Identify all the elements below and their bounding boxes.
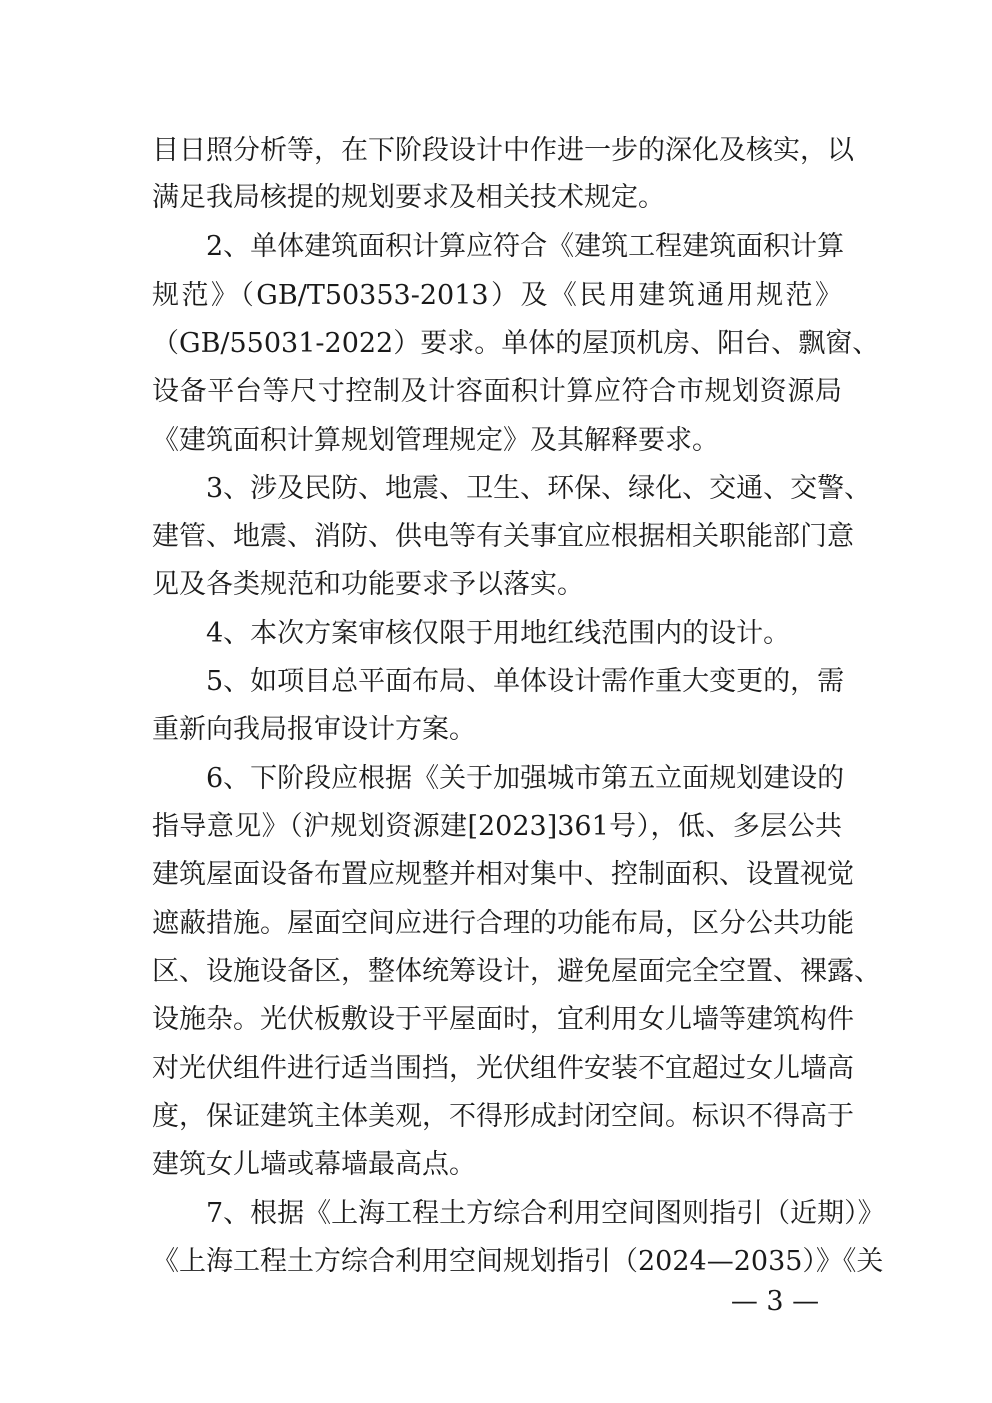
text-line-8: 3、涉及民防、地震、卫生、环保、绿化、交通、交警、 [206, 473, 872, 504]
text-line-17: 遮蔽措施。屋面空间应进行合理的功能布局，区分公共功能 [152, 908, 854, 939]
text-line-16: 建筑屋面设备布置应规整并相对集中、控制面积、设置视觉 [152, 859, 854, 890]
text-line-3: 2、单体建筑面积计算应符合《建筑工程建筑面积计算 [206, 231, 845, 262]
text-line-24: 《上海工程土方综合利用空间规划指引（2024—2035）》《关 [152, 1246, 884, 1277]
page-number: — 3 — [730, 1286, 820, 1317]
text-line-10: 见及各类规范和功能要求予以落实。 [152, 569, 584, 600]
text-line-6: 设备平台等尺寸控制及计容面积计算应符合市规划资源局 [152, 376, 842, 407]
text-line-15: 指导意见》（沪规划资源建[2023]361号），低、多层公共 [152, 811, 842, 842]
text-line-7: 《建筑面积计算规划管理规定》及其解释要求。 [152, 425, 719, 456]
text-line-18: 区、设施设备区，整体统筹设计，避免屋面完全空置、裸露、 [152, 956, 881, 987]
text-line-12: 5、如项目总平面布局、单体设计需作重大变更的，需 [206, 666, 845, 697]
text-line-20: 对光伏组件进行适当围挡，光伏组件安装不宜超过女儿墙高 [152, 1053, 854, 1084]
text-line-14: 6、下阶段应根据《关于加强城市第五立面规划建设的 [206, 763, 845, 794]
text-line-9: 建管、地震、消防、供电等有关事宜应根据相关职能部门意 [152, 521, 854, 552]
text-line-5: （GB/55031-2022）要求。单体的屋顶机房、阳台、飘窗、 [152, 328, 880, 359]
text-line-21: 度，保证建筑主体美观，不得形成封闭空间。标识不得高于 [152, 1101, 854, 1132]
text-line-11: 4、本次方案审核仅限于用地红线范围内的设计。 [206, 618, 791, 649]
text-line-13: 重新向我局报审设计方案。 [152, 714, 476, 745]
text-line-22: 建筑女儿墙或幕墙最高点。 [152, 1149, 476, 1180]
text-line-4: 规范》（GB/T50353-2013）及《民用建筑通用规范》 [152, 280, 842, 311]
text-line-1: 目日照分析等，在下阶段设计中作进一步的深化及核实，以 [152, 135, 854, 166]
text-line-23: 7、根据《上海工程土方综合利用空间图则指引（近期）》 [206, 1198, 885, 1229]
text-line-2: 满足我局核提的规划要求及相关技术规定。 [152, 182, 665, 213]
text-line-19: 设施杂。光伏板敷设于平屋面时，宜利用女儿墙等建筑构件 [152, 1004, 854, 1035]
